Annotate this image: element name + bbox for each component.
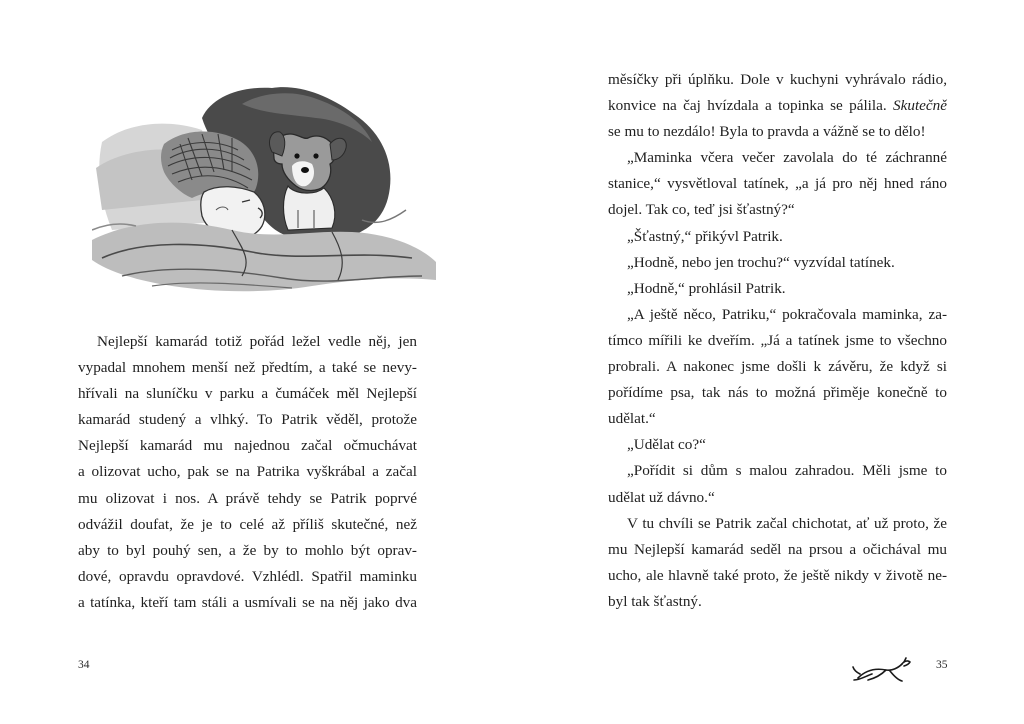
text-line: měsíčky při úplňku. Dole v kuchyni vyhrávalo rádio,	[608, 71, 947, 88]
emphasis-word: Skutečně	[893, 97, 947, 115]
text-line: mu Nejlepší kamarád seděl na prsou a očichával mu	[608, 540, 947, 558]
page-number-right: 35	[936, 659, 948, 671]
text-line: „Udělat co?“	[627, 436, 706, 454]
text-line: se mu to nezdálo! Byla to pravda a vážně se to dělo!	[608, 123, 926, 141]
text-segment: konvice na čaj hvízdala a topinka se pálila.	[608, 97, 894, 115]
text-line: ucho, ale hlavně také proto, že ještě nikdy v životě ne-	[608, 566, 947, 584]
right-page	[512, 0, 1024, 724]
right-page-text	[608, 67, 947, 615]
text-line: byl tak šťastný.	[608, 592, 702, 610]
text-line: tímco mířili ke dveřím. „Já a tatínek jsme to všechno	[608, 331, 947, 349]
text-line: udělat.“	[608, 410, 656, 428]
text-line: „Šťastný,“ přikývl Patrik.	[627, 227, 783, 245]
text-line: aby to byl pouhý sen, a že by to mohlo být oprav-	[78, 541, 417, 559]
text-line: dojel. Tak co, teď jsi šťastný?“	[608, 201, 795, 219]
text-line: hřívali na sluníčku v parku a čumáček měl Nejlepší	[78, 385, 417, 403]
text-line: „Pořídit si dům s malou zahradou. Měli jsme to	[627, 462, 947, 480]
text-line: probrali. A nakonec jsme došli k závěru, že když si	[608, 358, 947, 376]
text-line: Nejlepší kamarád mu najednou začal očmuchávat	[78, 437, 417, 455]
text-line: mu olizovat i nos. A právě tehdy se Patrik poprvé	[78, 489, 417, 507]
left-page-text	[78, 329, 417, 616]
text-line: udělat už dávno.“	[608, 488, 715, 506]
page-number-left: 34	[78, 659, 90, 671]
text-line: Nejlepší kamarád totiž pořád ležel vedle něj, jen	[97, 333, 417, 350]
text-line: vypadal mnohem menší než předtím, a také se nevy-	[78, 359, 417, 377]
text-line: „A ještě něco, Patriku,“ pokračovala maminka, za-	[627, 305, 947, 323]
text-line: dové, opravdu opravdové. Vzhlédl. Spatřil maminku	[78, 567, 417, 585]
text-line: „Hodně,“ prohlásil Patrik.	[627, 279, 786, 297]
text-line: stanice,“ vysvětloval tatínek, „a já pro něj hned ráno	[608, 175, 947, 193]
text-line: „Maminka včera večer zavolala do té záchranné	[627, 149, 947, 167]
text-line: pořídíme psa, tak nás to možná přiměje konečně to	[608, 384, 947, 402]
text-line: a tatínka, kteří tam stáli a usmívali se na něj jako dva	[78, 593, 417, 611]
running-dog-icon	[852, 654, 912, 686]
text-line: kamarád studený a vlhký. To Patrik věděl, protože	[78, 411, 417, 429]
boy-and-puppy-illustration	[92, 80, 436, 295]
text-line-with-emphasis	[608, 93, 947, 119]
text-line: V tu chvíli se Patrik začal chichotat, ať už proto, že	[627, 514, 947, 532]
text-line: „Hodně, nebo jen trochu?“ vyzvídal tatínek.	[627, 253, 895, 271]
text-line: odvážil doufat, že je to celé až příliš skutečné, než	[78, 515, 417, 533]
text-line: a olizovat ucho, pak se na Patrika vyškrábal a začal	[78, 463, 417, 481]
